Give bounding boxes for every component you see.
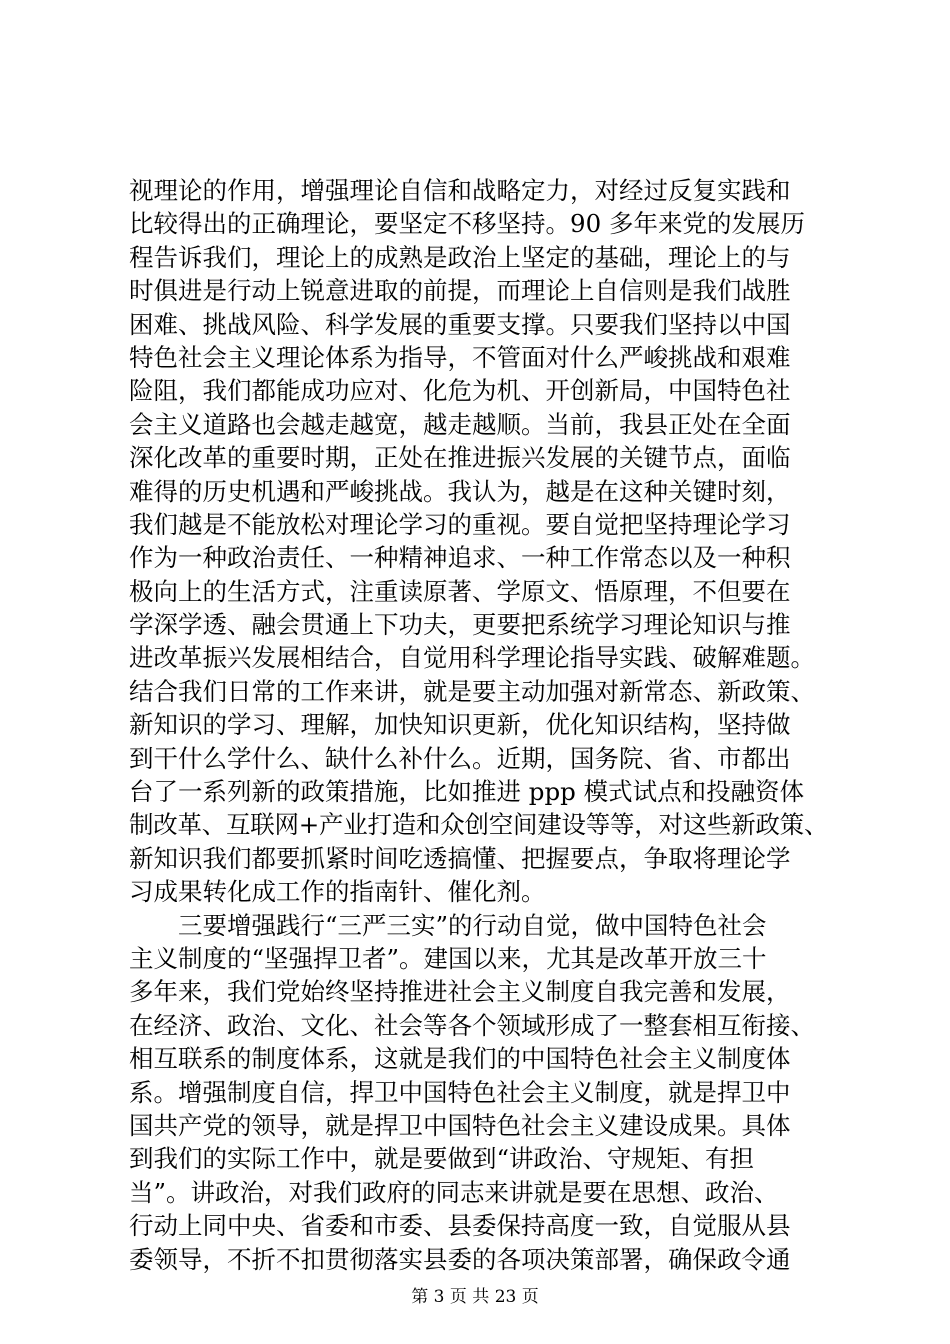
text-line: 系。增强制度自信，捍卫中国特色社会主义制度，就是捍卫中 xyxy=(129,1077,791,1107)
text-line: 国共产党的领导，就是捍卫中国特色社会主义建设成果。具体 xyxy=(129,1110,791,1140)
text-line: 难得的历史机遇和严峻挑战。我认为，越是在这种关键时刻， xyxy=(129,476,791,506)
text-line: 新知识我们都要抓紧时间吃透搞懂、把握要点，争取将理论学 xyxy=(129,843,791,873)
text-line: 在经济、政治、文化、社会等各个领域形成了一整套相互衔接、 xyxy=(129,1010,815,1040)
text-line: 习成果转化成工作的指南针、催化剂。 xyxy=(129,877,546,907)
text-line: 行动上同中央、省委和市委、县委保持高度一致，自觉服从县 xyxy=(129,1211,791,1241)
text-line: 委领导，不折不扣贯彻落实县委的各项决策部署，确保政令通 xyxy=(129,1244,791,1274)
text-line: 主义制度的“坚强捍卫者”。建国以来，尤其是改革开放三十 xyxy=(129,943,767,973)
body-text xyxy=(129,174,829,1276)
text-line: 三要增强践行“三严三实”的行动自觉，做中国特色社会 xyxy=(129,910,767,940)
text-line: 会主义道路也会越走越宽，越走越顺。当前，我县正处在全面 xyxy=(129,409,791,439)
text-line: 制改革、互联网+产业打造和众创空间建设等等，对这些新政策、 xyxy=(129,810,829,840)
text-line: 学深学透、融会贯通上下功夫，更要把系统学习理论知识与推 xyxy=(129,610,791,640)
text-line: 险阻，我们都能成功应对、化危为机、开创新局，中国特色社 xyxy=(129,376,791,406)
text-line: 多年来，我们党始终坚持推进社会主义制度自我完善和发展， xyxy=(129,977,791,1007)
text-line: 到我们的实际工作中，就是要做到“讲政治、守规矩、有担 xyxy=(129,1144,755,1174)
text-line: 新知识的学习、理解，加快知识更新，优化知识结构，坚持做 xyxy=(129,710,791,740)
text-line: 进改革振兴发展相结合，自觉用科学理论指导实践、破解难题。 xyxy=(129,643,815,673)
text-line: 比较得出的正确理论，要坚定不移坚持。90 多年来党的发展历 xyxy=(129,209,805,239)
text-line: 极向上的生活方式，注重读原著、学原文、悟原理，不但要在 xyxy=(129,576,791,606)
text-line: 程告诉我们，理论上的成熟是政治上坚定的基础，理论上的与 xyxy=(129,242,791,272)
text-line: 特色社会主义理论体系为指导，不管面对什么严峻挑战和艰难 xyxy=(129,342,791,372)
text-line: 到干什么学什么、缺什么补什么。近期，国务院、省、市都出 xyxy=(129,743,791,773)
text-line: 深化改革的重要时期，正处在推进振兴发展的关键节点，面临 xyxy=(129,443,791,473)
text-line: 台了一系列新的政策措施，比如推进 ppp 模式试点和投融资体 xyxy=(129,777,805,807)
text-line: 时俱进是行动上锐意进取的前提，而理论上自信则是我们战胜 xyxy=(129,276,791,306)
text-line: 当”。讲政治，对我们政府的同志来讲就是要在思想、政治、 xyxy=(129,1177,779,1207)
text-line: 相互联系的制度体系，这就是我们的中国特色社会主义制度体 xyxy=(129,1044,791,1074)
text-line: 视理论的作用，增强理论自信和战略定力，对经过反复实践和 xyxy=(129,176,791,205)
text-line: 结合我们日常的工作来讲，就是要主动加强对新常态、新政策、 xyxy=(129,676,815,706)
text-line: 我们越是不能放松对理论学习的重视。要自觉把坚持理论学习 xyxy=(129,509,791,539)
text-line: 困难、挑战风险、科学发展的重要支撑。只要我们坚持以中国 xyxy=(129,309,791,339)
page-footer: 第 3 页 共 23 页 xyxy=(411,1287,539,1307)
text-line: 作为一种政治责任、一种精神追求、一种工作常态以及一种积 xyxy=(129,543,791,573)
